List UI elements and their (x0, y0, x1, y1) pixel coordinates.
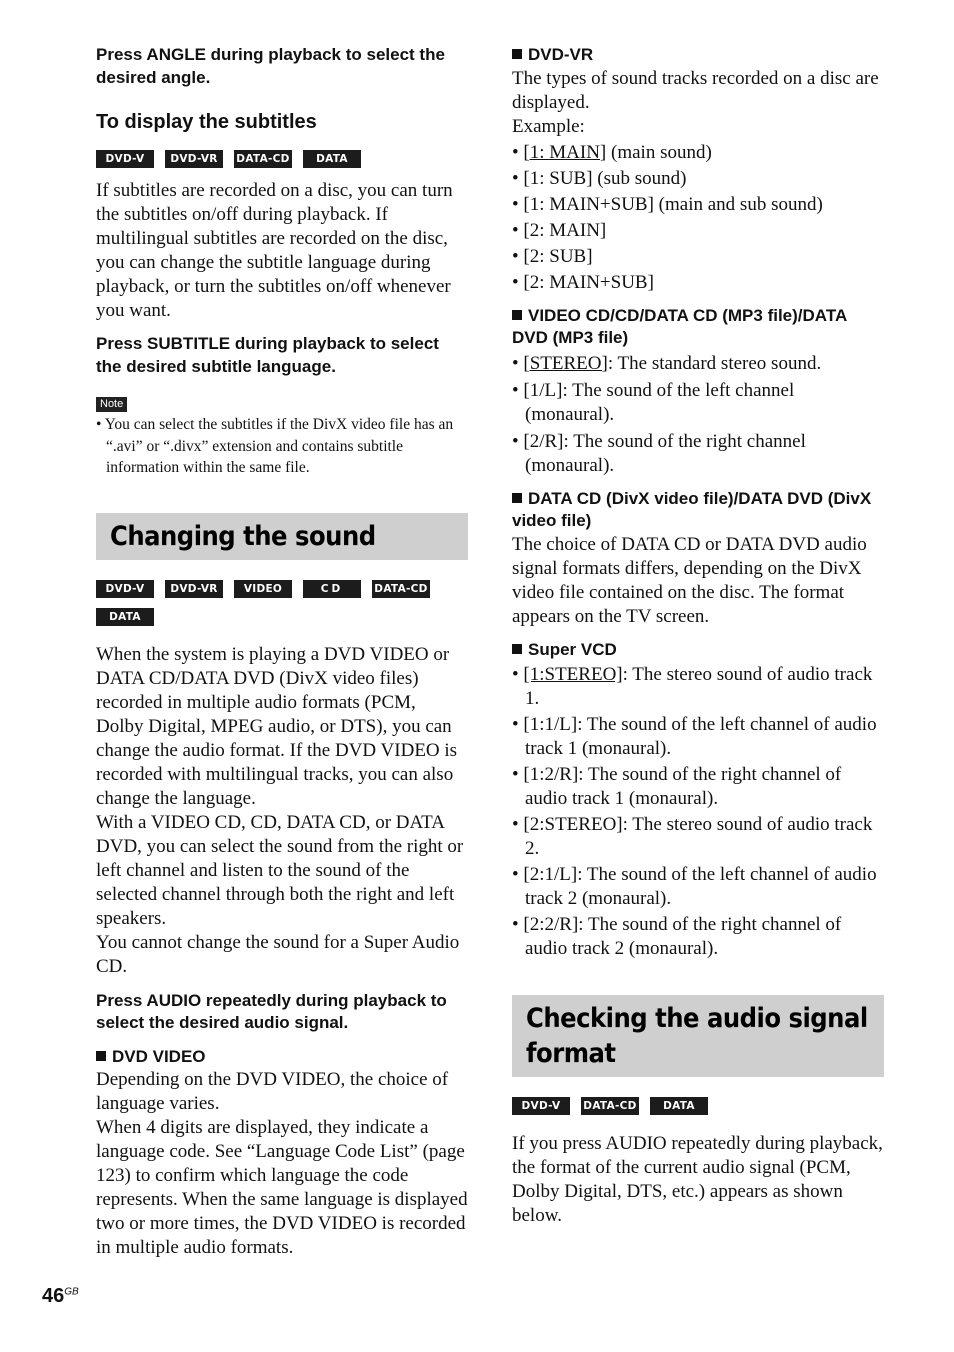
dvd-vr-example-label: Example: (512, 115, 585, 137)
instruction-angle: Press ANGLE during playback to select the desired angle. (96, 45, 445, 87)
dvd-video-paragraph-2: When 4 digits are displayed, they indicate a language code. See “Language Code List” (page 123) to confirm which language the code represents. When the same language is displayed two or more times, the DVD VIDEO is recorded in multiple audio formats. (96, 1117, 468, 1258)
disc-badge: DATA DVD (650, 1097, 708, 1115)
disc-badge: DATA DVD (96, 608, 154, 626)
note-label: Note (96, 397, 127, 412)
instruction-subtitle: Press SUBTITLE during playback to select the desired subtitle language. (96, 334, 439, 376)
disc-badge: DVD-VR (165, 580, 223, 598)
page-number: $46^{GB}$ (42, 1285, 79, 1307)
section-banner-changing-sound: Changing the sound (96, 513, 468, 560)
disc-badge: DVD-V (96, 150, 154, 168)
sound-paragraph-2: With a VIDEO CD, CD, DATA CD, or DATA DVD, you can select the sound from the right or left channel and listen to the sound of the selected channel through both the right and left speakers. (96, 811, 464, 929)
sound-paragraph-3: You cannot change the sound for a Super Audio CD. (96, 931, 460, 977)
subtitles-disc-badges (96, 150, 468, 183)
square-bullet-icon (512, 49, 522, 59)
list-item: • [2:2/R]: The sound of the right channel of audio track 2 (monaural). (512, 914, 842, 959)
disc-badge: DATA-CD (581, 1097, 639, 1115)
disc-badge: VIDEO CD (234, 580, 292, 598)
right-column (512, 44, 884, 1228)
list-item: • [STEREO]: The standard stereo sound. (512, 352, 822, 374)
square-bullet-icon (512, 644, 522, 654)
note-text: • You can select the subtitles if the DivX video file has an “.avi” or “.divx” extension and contains subtitle information within the same file. (96, 416, 454, 476)
disc-badge: DVD-V (96, 580, 154, 598)
disc-badge: DVD-VR (165, 150, 223, 168)
list-item: • [1:2/R]: The sound of the right channel of audio track 1 (monaural). (512, 764, 842, 809)
list-item: • [2:1/L]: The sound of the left channel of audio track 2 (monaural). (512, 864, 877, 909)
super-vcd-list (512, 663, 884, 961)
square-bullet-icon (512, 493, 522, 503)
subtitles-paragraph: If subtitles are recorded on a disc, you can turn the subtitles on/off during playback. If multilingual subtitles are recorded on the disc, you can change the subtitle language during playback, or turn the subtitles on/off whenever you want. (96, 180, 453, 321)
dvd-vr-paragraph: The types of sound tracks recorded on a disc are displayed. (512, 67, 879, 113)
instruction-audio: Press AUDIO repeatedly during playback to select the desired audio signal. (96, 990, 447, 1032)
divx-paragraph: The choice of DATA CD or DATA DVD audio signal formats differs, depending on the DivX video file contained on the disc. The format appears on the TV screen. (512, 533, 867, 627)
dvd-video-heading: DVD VIDEO (96, 1046, 468, 1069)
disc-badge: DATA DVD (303, 150, 361, 168)
disc-badge: CD (303, 580, 361, 598)
dvd-vr-list (512, 141, 884, 295)
list-item: • [2/R]: The sound of the right channel (monaural). (512, 430, 806, 476)
subtitles-heading: To display the subtitles (96, 111, 317, 133)
disc-badge: DATA-CD (372, 580, 430, 598)
dvd-vr-heading: DVD-VR (512, 44, 884, 67)
disc-badge: DATA-CD (234, 150, 292, 168)
list-item: • [2: MAIN+SUB] (512, 271, 654, 293)
check-audio-paragraph: If you press AUDIO repeatedly during playback, the format of the current audio signal (PCM, Dolby Digital, DTS, etc.) appears as shown below. (512, 1133, 883, 1226)
list-item: • [1/L]: The sound of the left channel (monaural). (512, 379, 795, 425)
check-disc-badges (512, 1097, 884, 1130)
square-bullet-icon (96, 1051, 106, 1061)
list-item: • [1:1/L]: The sound of the left channel of audio track 1 (monaural). (512, 714, 877, 759)
sound-paragraph-1: When the system is playing a DVD VIDEO or DATA CD/DATA DVD (DivX video files) recorded in multiple audio formats (PCM, Dolby Digital, MPEG audio, or DTS), you can change the audio format. If the DVD VIDEO is recorded with multilingual tracks, you can also change the language. (96, 643, 458, 809)
square-bullet-icon (512, 310, 522, 320)
list-item: • [1: MAIN] (main sound) (512, 141, 712, 163)
vcd-list (512, 352, 884, 478)
list-item: • [1: SUB] (sub sound) (512, 167, 687, 189)
left-column (96, 44, 468, 1260)
sound-disc-badges (96, 580, 468, 641)
list-item: • [1: MAIN+SUB] (main and sub sound) (512, 193, 823, 215)
list-item: • [2:STEREO]: The stereo sound of audio track 2. (512, 814, 873, 859)
dvd-video-paragraph-1: Depending on the DVD VIDEO, the choice of language varies. (96, 1069, 449, 1114)
list-item: • [2: MAIN] (512, 219, 607, 241)
super-vcd-heading: Super VCD (512, 639, 884, 662)
list-item: • [2: SUB] (512, 245, 593, 267)
divx-heading: DATA CD (DivX video file)/DATA DVD (DivX video file) (512, 488, 872, 530)
section-banner-checking-audio: Checking the audio signal format (512, 995, 884, 1077)
disc-badge: DVD-V (512, 1097, 570, 1115)
vcd-heading: VIDEO CD/CD/DATA CD (MP3 file)/DATA DVD (MP3 file) (512, 305, 847, 347)
list-item: • [1:STEREO]: The stereo sound of audio track 1. (512, 664, 873, 709)
